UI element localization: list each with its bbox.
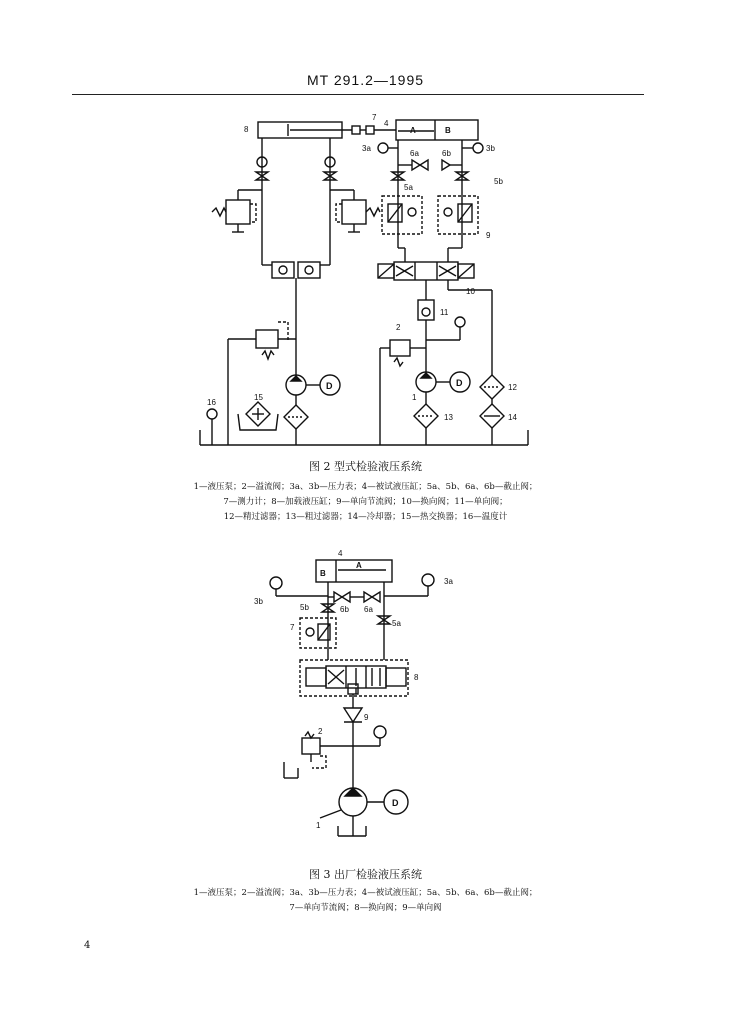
fig2-motor-left: D [326,381,333,391]
fig3-motor: D [392,798,399,808]
fig2-label-12: 12 [508,383,517,392]
fig3-label-6a: 6a [364,605,373,614]
fig3-label-A: A [356,561,362,570]
figure-3-legend [0,886,731,916]
fig2-label-14: 14 [508,413,517,422]
fig2-label-3a: 3a [362,144,371,153]
fig2-label-16: 16 [207,398,216,407]
fig2-label-6b: 6b [442,149,451,158]
fig2-motor-right: D [456,378,463,388]
fig3-label-3a: 3a [444,577,453,586]
fig3-legend-line-1: 1—液压泵；2—溢流阀；3a、3b—压力表；4—被试液压缸；5a、5b、6a、6b—截止阀； [193,888,538,898]
fig2-label-4: 4 [384,119,389,128]
page-number: 4 [84,940,91,951]
fig2-label-9: 9 [486,231,491,240]
fig3-legend-line-2: 7—单向节流阀；8—换向阀；9—单向阀 [289,903,442,913]
fig2-label-1: 1 [412,393,417,402]
fig2-label-13: 13 [444,413,453,422]
fig2-label-11: 11 [440,308,449,317]
fig2-label-10: 10 [466,287,475,296]
fig2-label-8: 8 [244,125,249,134]
fig3-label-5b: 5b [300,603,309,612]
fig3-label-8: 8 [414,673,419,682]
fig3-label-6b: 6b [340,605,349,614]
fig3-label-9: 9 [364,713,369,722]
fig3-label-5a: 5a [392,619,401,628]
standard-header: MT 291.2—1995 [306,72,425,88]
fig3-label-2: 2 [318,727,323,736]
fig2-legend-line-1: 1—液压泵；2—溢流阀；3a、3b—压力表；4—被试液压缸；5a、5b、6a、6b—截止阀； [193,482,538,492]
fig3-test-cylinder [316,560,392,582]
figure-3-caption: 图 3 出厂检验液压系统 [309,868,422,881]
fig3-label-1: 1 [316,821,321,830]
fig2-label-A: A [410,126,416,135]
fig3-label-3b: 3b [254,597,263,606]
fig2-label-15: 15 [254,393,263,402]
fig2-label-5b: 5b [494,177,503,186]
fig3-label-7: 7 [290,623,295,632]
fig2-legend-line-2: 7—测力计；8—加载液压缸；9—单向节流阀；10—换向阀；11—单向阀； [223,497,508,507]
fig2-label-5a: 5a [404,183,413,192]
figure-2-caption: 图 2 型式检验液压系统 [309,460,422,473]
fig2-label-6a: 6a [410,149,419,158]
fig3-label-4: 4 [338,549,343,558]
fig3-label-B: B [320,569,326,578]
fig2-label-2: 2 [396,323,401,332]
fig2-label-7: 7 [372,113,377,122]
fig2-label-B: B [445,126,451,135]
fig2-legend-line-3: 12—精过滤器；13—粗过滤器；14—冷却器；15—热交换器；16—温度计 [223,512,508,522]
fig2-label-3b: 3b [486,144,495,153]
